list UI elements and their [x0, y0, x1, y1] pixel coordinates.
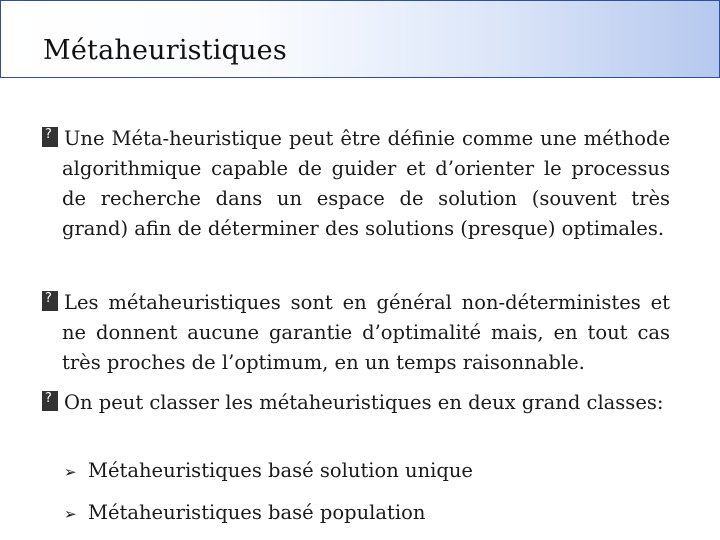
- sub-bullet-population: [64, 499, 425, 528]
- missing-glyph-box-icon: [42, 127, 58, 147]
- arrowhead-icon: ➢: [64, 463, 77, 481]
- missing-glyph-box-icon: [42, 291, 58, 311]
- bullet-text: Une Méta-heuristique peut être définie comme une méthode algorithmique capable de guider et d’orienter le processus de recherche dans un espace de solution (souvent très grand) afin de déterminer des solutions (presque) optimales.: [62, 127, 670, 240]
- slide-title: Métaheuristiques: [43, 35, 287, 66]
- bullet-text: On peut classer les métaheuristiques en deux grand classes:: [64, 391, 664, 414]
- title-bar: [0, 0, 720, 78]
- arrowhead-icon: ➢: [64, 505, 77, 523]
- bullet-text: Les métaheuristiques sont en général non-déterministes et ne donnent aucune garantie d’optimalité mais, en tout cas très proches de l’optimum, en un temps raisonnable.: [62, 291, 670, 374]
- missing-glyph-box-icon: [42, 391, 58, 411]
- bullet-classification: [42, 388, 670, 418]
- bullet-properties: [42, 288, 670, 378]
- sub-bullet-text: Métaheuristiques basé population: [88, 501, 426, 524]
- sub-bullet-text: Métaheuristiques basé solution unique: [88, 459, 473, 482]
- sub-bullet-single-solution: [64, 457, 473, 486]
- bullet-definition: [42, 124, 670, 244]
